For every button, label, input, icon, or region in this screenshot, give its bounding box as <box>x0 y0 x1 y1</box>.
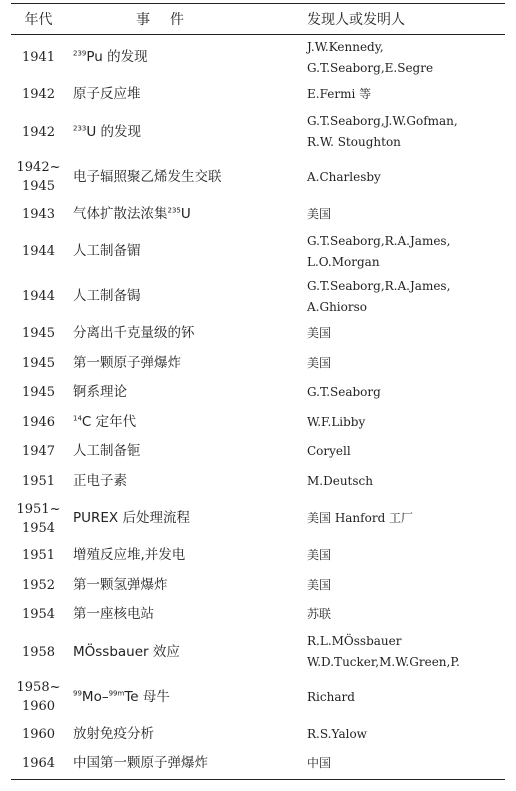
cell-year <box>11 496 66 541</box>
table-body <box>11 35 505 780</box>
cell-event <box>66 467 296 497</box>
person-text: W.F.Libby <box>307 414 366 429</box>
isotope-mass-number: 233 <box>73 124 87 132</box>
table-row <box>11 600 505 630</box>
person-text: G.T.Seaborg,E.Segre <box>307 60 434 75</box>
year-text: 1960 <box>21 699 56 714</box>
person-text: A.Ghiorso <box>307 299 367 314</box>
cell-year <box>11 467 66 497</box>
cell-year <box>11 675 66 720</box>
table-row <box>11 378 505 408</box>
person-text: R.S.Yalow <box>307 726 367 741</box>
cell-year <box>11 541 66 571</box>
year-text: 1951 <box>21 473 56 489</box>
cell-year <box>11 200 66 230</box>
person-text: G.T.Seaborg,J.W.Gofman, <box>307 114 458 128</box>
year-text: 1944 <box>21 289 56 304</box>
table-row <box>11 319 505 349</box>
year-text: 1958~ <box>16 680 61 695</box>
cell-person <box>296 229 505 274</box>
year-text: 1942 <box>21 87 56 103</box>
cell-year <box>11 720 66 750</box>
person-text: M.Deutsch <box>307 473 373 488</box>
cell-person <box>296 571 505 601</box>
table-row <box>11 155 505 200</box>
person-text: 美国 <box>307 577 332 592</box>
person-text: Coryell <box>307 444 351 459</box>
cell-person <box>296 467 505 497</box>
cell-person <box>296 496 505 541</box>
cell-year <box>11 274 66 319</box>
person-text: R.W. Stoughton <box>307 135 401 149</box>
table-row <box>11 200 505 230</box>
cell-person <box>296 675 505 720</box>
event-text: 人工制备锔 <box>73 288 141 304</box>
table-row <box>11 467 505 497</box>
year-text: 1945 <box>21 326 56 342</box>
year-text: 1964 <box>21 756 56 772</box>
person-text: 美国 <box>307 355 332 370</box>
person-text: G.T.Seaborg,R.A.James, <box>307 278 451 293</box>
person-text: 美国 Hanford 工厂 <box>307 511 414 525</box>
person-text: A.Charlesby <box>307 169 381 184</box>
event-text: 人工制备钷 <box>73 443 141 460</box>
table-row <box>11 571 505 601</box>
event-text: 原子反应堆 <box>73 86 141 103</box>
cell-year <box>11 437 66 467</box>
table-row <box>11 720 505 750</box>
isotope-mass-number: 99m <box>108 689 125 697</box>
cell-person <box>296 630 505 675</box>
year-text: 1958 <box>21 644 56 660</box>
cell-event <box>66 437 296 467</box>
cell-event <box>66 155 296 200</box>
event-text: 第一颗原子弹爆炸 <box>73 354 181 371</box>
table-header-row <box>11 4 505 35</box>
event-text: U <box>180 205 191 222</box>
cell-year <box>11 571 66 601</box>
cell-event <box>66 720 296 750</box>
cell-event <box>66 35 296 81</box>
table-row <box>11 274 505 319</box>
isotope-mass-number: 239 <box>73 49 87 58</box>
cell-event <box>66 630 296 675</box>
table-row <box>11 749 505 779</box>
cell-event <box>66 349 296 379</box>
table-row <box>11 541 505 571</box>
year-text: 1944 <box>21 244 56 259</box>
cell-person <box>296 749 505 779</box>
event-text: 放射免疫分析 <box>73 725 154 742</box>
cell-event <box>66 600 296 630</box>
table-row <box>11 675 505 720</box>
cell-year <box>11 749 66 779</box>
isotope-mass-number: 14 <box>73 414 82 423</box>
cell-event <box>66 200 296 230</box>
cell-event <box>66 378 296 408</box>
cell-event <box>66 749 296 779</box>
person-text: E.Fermi 等 <box>307 87 372 102</box>
event-text: 锕系理论 <box>73 384 127 401</box>
cell-person <box>296 35 505 81</box>
discovery-table <box>11 3 505 780</box>
cell-person <box>296 80 505 110</box>
year-text: 1951~ <box>16 501 61 517</box>
year-text: 1954 <box>21 520 56 536</box>
table-row <box>11 437 505 467</box>
event-text: 中国第一颗原子弹爆炸 <box>73 755 208 772</box>
event-text: U 的发现 <box>86 123 142 140</box>
table-row <box>11 80 505 110</box>
person-text: 苏联 <box>307 607 332 622</box>
cell-year <box>11 155 66 200</box>
event-text: PUREX 后处理流程 <box>73 510 190 526</box>
cell-person <box>296 437 505 467</box>
person-text: 中国 <box>307 756 332 771</box>
event-text: Mo– <box>81 688 109 705</box>
table-row <box>11 496 505 541</box>
year-text: 1947 <box>21 444 56 460</box>
cell-person <box>296 378 505 408</box>
cell-event <box>66 319 296 349</box>
cell-year <box>11 408 66 438</box>
header-person: 发现人或发明人 <box>296 4 505 35</box>
event-text: Te 母牛 <box>124 688 170 705</box>
cell-year <box>11 110 66 155</box>
isotope-mass-number: 235 <box>167 206 181 215</box>
cell-year <box>11 319 66 349</box>
event-text: 气体扩散法浓集 <box>73 205 168 222</box>
year-text: 1946 <box>21 414 56 430</box>
year-text: 1943 <box>21 206 56 222</box>
event-text: 第一座核电站 <box>73 606 154 623</box>
table-row <box>11 349 505 379</box>
cell-person <box>296 600 505 630</box>
cell-person <box>296 319 505 349</box>
year-text: 1951 <box>21 548 56 564</box>
year-text: 1960 <box>21 726 56 742</box>
person-text: L.O.Morgan <box>307 254 380 269</box>
cell-person <box>296 155 505 200</box>
cell-year <box>11 600 66 630</box>
cell-event <box>66 110 296 155</box>
cell-year <box>11 229 66 274</box>
cell-person <box>296 408 505 438</box>
event-text: MÖssbauer 效应 <box>73 643 180 660</box>
person-text: J.W.Kennedy, <box>307 39 384 54</box>
table-row <box>11 35 505 81</box>
event-text: Pu 的发现 <box>86 49 148 65</box>
person-text: 美国 <box>307 206 332 221</box>
person-text: 美国 <box>307 548 332 563</box>
cell-event <box>66 408 296 438</box>
header-event: 事件 <box>66 4 296 35</box>
cell-event <box>66 541 296 571</box>
table-row <box>11 110 505 155</box>
person-text: G.T.Seaborg,R.A.James, <box>307 233 451 248</box>
table-row <box>11 408 505 438</box>
cell-year <box>11 630 66 675</box>
event-text: 人工制备镅 <box>73 243 141 259</box>
cell-person <box>296 110 505 155</box>
year-text: 1942 <box>21 124 56 140</box>
cell-person <box>296 720 505 750</box>
cell-event <box>66 229 296 274</box>
cell-event <box>66 496 296 541</box>
person-text: W.D.Tucker,M.W.Green,P. <box>307 655 460 669</box>
cell-year <box>11 35 66 81</box>
cell-person <box>296 274 505 319</box>
event-text: C 定年代 <box>81 413 137 430</box>
event-text: 增殖反应堆,并发电 <box>73 547 186 564</box>
event-text: 正电子素 <box>73 472 127 489</box>
year-text: 1954 <box>21 607 56 623</box>
year-text: 1945 <box>21 355 56 371</box>
year-text: 1941 <box>21 50 56 65</box>
person-text: Richard <box>307 689 355 704</box>
isotope-mass-number: 99 <box>73 689 82 697</box>
cell-event <box>66 274 296 319</box>
header-year: 年代 <box>11 4 66 35</box>
cell-year <box>11 378 66 408</box>
event-text: 分离出千克量级的钚 <box>73 325 195 342</box>
cell-event <box>66 571 296 601</box>
event-text: 第一颗氢弹爆炸 <box>73 576 168 593</box>
person-text: 美国 <box>307 326 332 341</box>
cell-event <box>66 80 296 110</box>
year-text: 1942~ <box>16 160 61 175</box>
cell-person <box>296 349 505 379</box>
table-row <box>11 229 505 274</box>
cell-year <box>11 349 66 379</box>
year-text: 1952 <box>21 577 56 593</box>
person-text: R.L.MÖssbauer <box>307 634 402 648</box>
person-text: G.T.Seaborg <box>307 385 381 400</box>
year-text: 1945 <box>21 179 56 194</box>
cell-person <box>296 200 505 230</box>
cell-year <box>11 80 66 110</box>
year-text: 1945 <box>21 385 56 401</box>
table-row <box>11 630 505 675</box>
cell-event <box>66 675 296 720</box>
event-text: 电子辐照聚乙烯发生交联 <box>73 168 222 185</box>
cell-person <box>296 541 505 571</box>
